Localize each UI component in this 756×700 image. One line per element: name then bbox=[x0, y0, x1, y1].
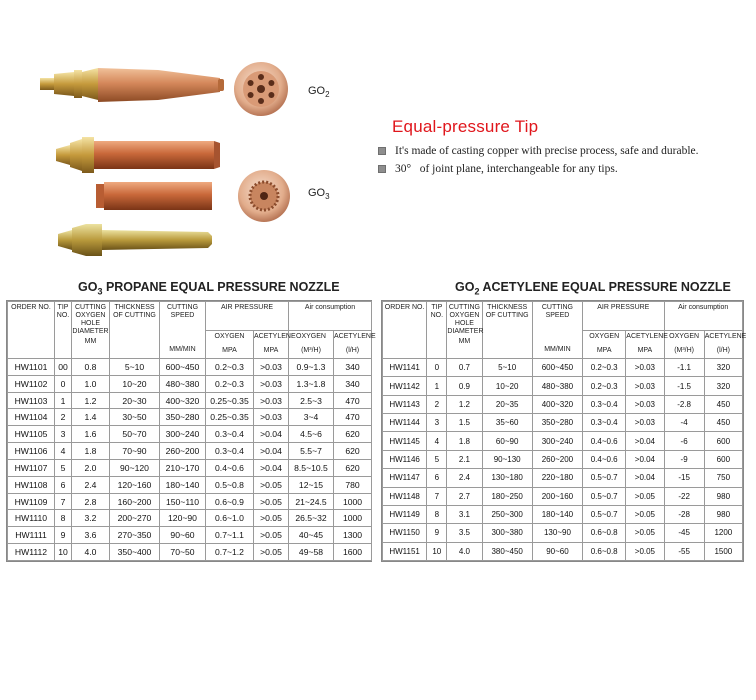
acetylene-consumption-cell: 320 bbox=[704, 359, 742, 377]
acetylene-consumption-cell: 340 bbox=[334, 359, 372, 376]
thickness-cell: 90~120 bbox=[110, 459, 160, 476]
order-no-cell: HW1149 bbox=[383, 505, 427, 523]
col-order-no: ORDER NO. bbox=[383, 302, 427, 359]
oxygen-pressure-cell: 0.5~0.7 bbox=[583, 505, 626, 523]
oxygen-pressure-cell: 0.3~0.4 bbox=[206, 443, 254, 460]
thickness-cell: 50~70 bbox=[110, 426, 160, 443]
oxygen-pressure-cell: 0.5~0.8 bbox=[206, 476, 254, 493]
hole-diameter-cell: 0.7 bbox=[447, 359, 482, 377]
speed-cell: 180~140 bbox=[160, 476, 206, 493]
acetylene-consumption-cell: 620 bbox=[334, 426, 372, 443]
acetylene-consumption-cell: 320 bbox=[704, 377, 742, 395]
table-row bbox=[8, 476, 372, 493]
tip-no-cell: 1 bbox=[427, 377, 447, 395]
table-row bbox=[8, 409, 372, 426]
order-no-cell: HW1105 bbox=[8, 426, 55, 443]
order-no-cell: HW1103 bbox=[8, 392, 55, 409]
hole-diameter-cell: 3.5 bbox=[447, 524, 482, 542]
oxygen-consumption-cell: -1.1 bbox=[664, 359, 704, 377]
hole-diameter-cell: 2.4 bbox=[447, 469, 482, 487]
col-thickness: THICKNESS OF CUTTING bbox=[482, 302, 532, 359]
speed-cell: 600~450 bbox=[532, 359, 582, 377]
acetylene-consumption-cell: 600 bbox=[704, 432, 742, 450]
acetylene-pressure-cell: >0.04 bbox=[626, 450, 664, 468]
hole-diameter-cell: 1.4 bbox=[72, 409, 110, 426]
oxygen-pressure-cell: 0.25~0.35 bbox=[206, 409, 254, 426]
oxygen-consumption-cell: 8.5~10.5 bbox=[289, 459, 334, 476]
oxygen-pressure-cell: 0.2~0.3 bbox=[583, 377, 626, 395]
hole-diameter-cell: 0.8 bbox=[72, 359, 110, 376]
order-no-cell: HW1101 bbox=[8, 359, 55, 376]
thickness-cell: 120~160 bbox=[110, 476, 160, 493]
acetylene-consumption-cell: 600 bbox=[704, 450, 742, 468]
hole-diameter-cell: 2.8 bbox=[72, 493, 110, 510]
tip-no-cell: 2 bbox=[55, 409, 72, 426]
hole-diameter-cell: 2.1 bbox=[447, 450, 482, 468]
thickness-cell: 5~10 bbox=[482, 359, 532, 377]
acetylene-pressure-cell: >0.05 bbox=[254, 493, 289, 510]
order-no-cell: HW1102 bbox=[8, 375, 55, 392]
speed-cell: 130~90 bbox=[532, 524, 582, 542]
order-no-cell: HW1145 bbox=[383, 432, 427, 450]
hole-diameter-cell: 1.0 bbox=[72, 375, 110, 392]
acetylene-pressure-cell: >0.03 bbox=[626, 414, 664, 432]
table-row bbox=[383, 359, 743, 377]
tip-no-cell: 8 bbox=[427, 505, 447, 523]
acetylene-consumption-cell: 470 bbox=[334, 392, 372, 409]
acetylene-consumption-cell: 1600 bbox=[334, 544, 372, 561]
hole-diameter-cell: 2.7 bbox=[447, 487, 482, 505]
oxygen-consumption-cell: 2.5~3 bbox=[289, 392, 334, 409]
table-row bbox=[383, 395, 743, 413]
feature-bullet: 30° of joint plane, interchangeable for any tips. bbox=[378, 160, 748, 178]
oxygen-pressure-cell: 0.2~0.3 bbox=[583, 359, 626, 377]
thickness-cell: 300~380 bbox=[482, 524, 532, 542]
speed-cell: 120~90 bbox=[160, 510, 206, 527]
oxygen-pressure-cell: 0.2~0.3 bbox=[206, 359, 254, 376]
table-row bbox=[8, 527, 372, 544]
acetylene-consumption-cell: 1500 bbox=[704, 542, 742, 560]
feature-title: Equal-pressure Tip bbox=[392, 117, 539, 136]
thickness-cell: 5~10 bbox=[110, 359, 160, 376]
acetylene-pressure-cell: >0.03 bbox=[626, 395, 664, 413]
acetylene-pressure-cell: >0.04 bbox=[626, 469, 664, 487]
oxygen-consumption-cell: -1.5 bbox=[664, 377, 704, 395]
hole-diameter-cell: 1.8 bbox=[72, 443, 110, 460]
table-row bbox=[383, 524, 743, 542]
order-no-cell: HW1109 bbox=[8, 493, 55, 510]
nozzle-go3-photo-a bbox=[52, 133, 222, 177]
acetylene-pressure-cell: >0.04 bbox=[254, 426, 289, 443]
acetylene-pressure-cell: >0.05 bbox=[254, 476, 289, 493]
acetylene-consumption-cell: 780 bbox=[334, 476, 372, 493]
tip-no-cell: 4 bbox=[427, 432, 447, 450]
hole-diameter-cell: 1.2 bbox=[72, 392, 110, 409]
col-oxygen-pressure: OXYGEN MPA bbox=[583, 331, 626, 359]
order-no-cell: HW1142 bbox=[383, 377, 427, 395]
oxygen-consumption-cell: 3~4 bbox=[289, 409, 334, 426]
acetylene-table-box bbox=[381, 300, 747, 562]
oxygen-pressure-cell: 0.6~0.9 bbox=[206, 493, 254, 510]
speed-cell: 260~200 bbox=[160, 443, 206, 460]
col-air-consumption: Air consumption bbox=[289, 302, 372, 331]
tip-no-cell: 3 bbox=[55, 426, 72, 443]
acetylene-pressure-cell: >0.05 bbox=[254, 527, 289, 544]
tip-no-cell: 1 bbox=[55, 392, 72, 409]
nozzle-go2-face-photo bbox=[232, 60, 290, 118]
table-row bbox=[383, 450, 743, 468]
propane-table-title: $GO_3$ PROPANE EQUAL PRESSURE NOZZLE bbox=[78, 280, 340, 297]
oxygen-consumption-cell: -2.8 bbox=[664, 395, 704, 413]
acetylene-consumption-cell: 1000 bbox=[334, 510, 372, 527]
speed-cell: 350~280 bbox=[532, 414, 582, 432]
oxygen-pressure-cell: 0.25~0.35 bbox=[206, 392, 254, 409]
feature-list bbox=[378, 142, 748, 178]
thickness-cell: 200~270 bbox=[110, 510, 160, 527]
acetylene-consumption-cell: 1000 bbox=[334, 493, 372, 510]
col-acetylene-pressure: ACETYLENE MPA bbox=[626, 331, 664, 359]
order-no-cell: HW1144 bbox=[383, 414, 427, 432]
table-row bbox=[383, 432, 743, 450]
acetylene-pressure-cell: >0.03 bbox=[254, 409, 289, 426]
thickness-cell: 250~300 bbox=[482, 505, 532, 523]
oxygen-pressure-cell: 0.7~1.1 bbox=[206, 527, 254, 544]
hole-diameter-cell: 4.0 bbox=[72, 544, 110, 561]
oxygen-consumption-cell: 12~15 bbox=[289, 476, 334, 493]
speed-cell: 480~380 bbox=[160, 375, 206, 392]
hole-diameter-cell: 3.2 bbox=[72, 510, 110, 527]
col-acetylene-consumption: ACETYLENE (l/H) bbox=[704, 331, 742, 359]
thickness-cell: 130~180 bbox=[482, 469, 532, 487]
bullet-square-icon bbox=[378, 147, 386, 155]
tip-no-cell: 6 bbox=[427, 469, 447, 487]
tip-no-cell: 5 bbox=[427, 450, 447, 468]
hole-diameter-cell: 1.8 bbox=[447, 432, 482, 450]
col-speed: CUTTING SPEED MM/MIN bbox=[160, 302, 206, 359]
speed-cell: 70~50 bbox=[160, 544, 206, 561]
thickness-cell: 90~130 bbox=[482, 450, 532, 468]
order-no-cell: HW1106 bbox=[8, 443, 55, 460]
tip-no-cell: 3 bbox=[427, 414, 447, 432]
acetylene-consumption-cell: 1200 bbox=[704, 524, 742, 542]
oxygen-consumption-cell: -15 bbox=[664, 469, 704, 487]
order-no-cell: HW1111 bbox=[8, 527, 55, 544]
oxygen-pressure-cell: 0.3~0.4 bbox=[206, 426, 254, 443]
col-oxygen-consumption: OXYGEN (M³/H) bbox=[664, 331, 704, 359]
speed-cell: 600~450 bbox=[160, 359, 206, 376]
col-tip-no: TIP NO. bbox=[55, 302, 72, 359]
speed-cell: 300~240 bbox=[160, 426, 206, 443]
acetylene-pressure-cell: >0.03 bbox=[254, 392, 289, 409]
thickness-cell: 35~60 bbox=[482, 414, 532, 432]
nozzle-go3-photo-c bbox=[56, 220, 216, 260]
oxygen-pressure-cell: 0.3~0.4 bbox=[583, 414, 626, 432]
propane-table-box bbox=[6, 300, 376, 562]
order-no-cell: HW1108 bbox=[8, 476, 55, 493]
hole-diameter-cell: 2.4 bbox=[72, 476, 110, 493]
hole-diameter-cell: 3.1 bbox=[447, 505, 482, 523]
speed-cell: 480~380 bbox=[532, 377, 582, 395]
table-row bbox=[383, 469, 743, 487]
acetylene-pressure-cell: >0.05 bbox=[626, 487, 664, 505]
acetylene-pressure-cell: >0.05 bbox=[626, 505, 664, 523]
table-row bbox=[8, 359, 372, 376]
thickness-cell: 350~400 bbox=[110, 544, 160, 561]
thickness-cell: 20~30 bbox=[110, 392, 160, 409]
oxygen-consumption-cell: 5.5~7 bbox=[289, 443, 334, 460]
hole-diameter-cell: 1.2 bbox=[447, 395, 482, 413]
tip-no-cell: 0 bbox=[427, 359, 447, 377]
tip-no-cell: 00 bbox=[55, 359, 72, 376]
col-order-no: ORDER NO. bbox=[8, 302, 55, 359]
oxygen-pressure-cell: 0.4~0.6 bbox=[583, 432, 626, 450]
acetylene-pressure-cell: >0.04 bbox=[254, 459, 289, 476]
hole-diameter-cell: 3.6 bbox=[72, 527, 110, 544]
acetylene-consumption-cell: 980 bbox=[704, 487, 742, 505]
col-oxygen-pressure: OXYGEN MPA bbox=[206, 331, 254, 359]
order-no-cell: HW1104 bbox=[8, 409, 55, 426]
table-row bbox=[8, 392, 372, 409]
acetylene-consumption-cell: 620 bbox=[334, 459, 372, 476]
hole-diameter-cell: 1.5 bbox=[447, 414, 482, 432]
acetylene-consumption-cell: 980 bbox=[704, 505, 742, 523]
acetylene-pressure-cell: >0.05 bbox=[254, 510, 289, 527]
table-row bbox=[383, 505, 743, 523]
table-row bbox=[8, 544, 372, 561]
nozzle-go2-photo bbox=[38, 64, 228, 110]
table-row bbox=[8, 510, 372, 527]
speed-cell: 300~240 bbox=[532, 432, 582, 450]
col-acetylene-pressure: ACETYLENE MPA bbox=[254, 331, 289, 359]
tip-no-cell: 9 bbox=[55, 527, 72, 544]
speed-cell: 400~320 bbox=[532, 395, 582, 413]
acetylene-pressure-cell: >0.03 bbox=[254, 375, 289, 392]
order-no-cell: HW1141 bbox=[383, 359, 427, 377]
thickness-cell: 380~450 bbox=[482, 542, 532, 560]
acetylene-table-title: $GO_2$ ACETYLENE EQUAL PRESSURE NOZZLE bbox=[455, 280, 731, 297]
order-no-cell: HW1150 bbox=[383, 524, 427, 542]
order-no-cell: HW1148 bbox=[383, 487, 427, 505]
speed-cell: 90~60 bbox=[160, 527, 206, 544]
order-no-cell: HW1151 bbox=[383, 542, 427, 560]
oxygen-consumption-cell: -6 bbox=[664, 432, 704, 450]
thickness-cell: 10~20 bbox=[482, 377, 532, 395]
oxygen-pressure-cell: 0.6~1.0 bbox=[206, 510, 254, 527]
col-speed: CUTTING SPEED MM/MIN bbox=[532, 302, 582, 359]
col-cutting-oxygen: CUTTING OXYGEN HOLE DIAMETER MM bbox=[447, 302, 482, 359]
oxygen-pressure-cell: 0.4~0.6 bbox=[583, 450, 626, 468]
thickness-cell: 270~350 bbox=[110, 527, 160, 544]
hole-diameter-cell: 0.9 bbox=[447, 377, 482, 395]
oxygen-consumption-cell: -45 bbox=[664, 524, 704, 542]
oxygen-pressure-cell: 0.5~0.7 bbox=[583, 469, 626, 487]
table-row bbox=[383, 542, 743, 560]
oxygen-pressure-cell: 0.6~0.8 bbox=[583, 542, 626, 560]
acetylene-pressure-cell: >0.05 bbox=[626, 542, 664, 560]
oxygen-consumption-cell: 40~45 bbox=[289, 527, 334, 544]
tip-no-cell: 4 bbox=[55, 443, 72, 460]
thickness-cell: 70~90 bbox=[110, 443, 160, 460]
acetylene-pressure-cell: >0.04 bbox=[254, 443, 289, 460]
acetylene-consumption-cell: 450 bbox=[704, 395, 742, 413]
tip-no-cell: 8 bbox=[55, 510, 72, 527]
acetylene-nozzle-table bbox=[382, 301, 747, 561]
table-row bbox=[8, 426, 372, 443]
table-row bbox=[8, 375, 372, 392]
col-air-pressure: AIR PRESSURE bbox=[206, 302, 289, 331]
oxygen-consumption-cell: 26.5~32 bbox=[289, 510, 334, 527]
acetylene-consumption-cell: 750 bbox=[704, 469, 742, 487]
hole-diameter-cell: 1.6 bbox=[72, 426, 110, 443]
order-no-cell: HW1110 bbox=[8, 510, 55, 527]
hole-diameter-cell: 2.0 bbox=[72, 459, 110, 476]
col-thickness: THICKNESS OF CUTTING bbox=[110, 302, 160, 359]
nozzle-go3-face-photo bbox=[236, 168, 292, 224]
tip-no-cell: 10 bbox=[427, 542, 447, 560]
speed-cell: 210~170 bbox=[160, 459, 206, 476]
speed-cell: 150~110 bbox=[160, 493, 206, 510]
acetylene-table-body bbox=[383, 359, 743, 561]
thickness-cell: 60~90 bbox=[482, 432, 532, 450]
order-no-cell: HW1143 bbox=[383, 395, 427, 413]
tip-no-cell: 2 bbox=[427, 395, 447, 413]
go2-label: $GO_2$ bbox=[308, 85, 330, 100]
col-air-consumption: Air consumption bbox=[664, 302, 743, 331]
table-row bbox=[383, 414, 743, 432]
speed-cell: 260~200 bbox=[532, 450, 582, 468]
speed-cell: 350~280 bbox=[160, 409, 206, 426]
oxygen-pressure-cell: 0.5~0.7 bbox=[583, 487, 626, 505]
thickness-cell: 160~200 bbox=[110, 493, 160, 510]
order-no-cell: HW1107 bbox=[8, 459, 55, 476]
oxygen-consumption-cell: 1.3~1.8 bbox=[289, 375, 334, 392]
tip-no-cell: 9 bbox=[427, 524, 447, 542]
table-row bbox=[383, 377, 743, 395]
acetylene-consumption-cell: 470 bbox=[334, 409, 372, 426]
acetylene-pressure-cell: >0.05 bbox=[626, 524, 664, 542]
acetylene-pressure-cell: >0.04 bbox=[626, 432, 664, 450]
go3-label: $GO_3$ bbox=[308, 187, 330, 202]
oxygen-pressure-cell: 0.4~0.6 bbox=[206, 459, 254, 476]
tip-no-cell: 6 bbox=[55, 476, 72, 493]
thickness-cell: 10~20 bbox=[110, 375, 160, 392]
propane-table-body bbox=[8, 359, 372, 561]
speed-cell: 200~160 bbox=[532, 487, 582, 505]
acetylene-consumption-cell: 620 bbox=[334, 443, 372, 460]
feature-bullet: It's made of casting copper with precise process, safe and durable. bbox=[378, 142, 748, 160]
table-row bbox=[383, 487, 743, 505]
speed-cell: 220~180 bbox=[532, 469, 582, 487]
col-acetylene-consumption: ACETYLENE (l/H) bbox=[334, 331, 372, 359]
oxygen-consumption-cell: -28 bbox=[664, 505, 704, 523]
thickness-cell: 180~250 bbox=[482, 487, 532, 505]
oxygen-pressure-cell: 0.6~0.8 bbox=[583, 524, 626, 542]
oxygen-consumption-cell: -4 bbox=[664, 414, 704, 432]
col-tip-no: TIP NO. bbox=[427, 302, 447, 359]
tip-no-cell: 7 bbox=[55, 493, 72, 510]
order-no-cell: HW1147 bbox=[383, 469, 427, 487]
oxygen-pressure-cell: 0.3~0.4 bbox=[583, 395, 626, 413]
oxygen-consumption-cell: 0.9~1.3 bbox=[289, 359, 334, 376]
col-cutting-oxygen: CUTTING OXYGEN HOLE DIAMETER MM bbox=[72, 302, 110, 359]
order-no-cell: HW1112 bbox=[8, 544, 55, 561]
oxygen-consumption-cell: -22 bbox=[664, 487, 704, 505]
acetylene-pressure-cell: >0.05 bbox=[254, 544, 289, 561]
table-row bbox=[8, 459, 372, 476]
tip-no-cell: 10 bbox=[55, 544, 72, 561]
thickness-cell: 30~50 bbox=[110, 409, 160, 426]
acetylene-consumption-cell: 1300 bbox=[334, 527, 372, 544]
speed-cell: 90~60 bbox=[532, 542, 582, 560]
bullet-square-icon bbox=[378, 165, 386, 173]
oxygen-pressure-cell: 0.7~1.2 bbox=[206, 544, 254, 561]
oxygen-consumption-cell: 49~58 bbox=[289, 544, 334, 561]
tip-no-cell: 5 bbox=[55, 459, 72, 476]
tip-no-cell: 7 bbox=[427, 487, 447, 505]
oxygen-consumption-cell: -9 bbox=[664, 450, 704, 468]
thickness-cell: 20~35 bbox=[482, 395, 532, 413]
acetylene-consumption-cell: 340 bbox=[334, 375, 372, 392]
order-no-cell: HW1146 bbox=[383, 450, 427, 468]
hole-diameter-cell: 4.0 bbox=[447, 542, 482, 560]
speed-cell: 400~320 bbox=[160, 392, 206, 409]
speed-cell: 180~140 bbox=[532, 505, 582, 523]
oxygen-consumption-cell: 4.5~6 bbox=[289, 426, 334, 443]
table-row bbox=[8, 493, 372, 510]
tip-no-cell: 0 bbox=[55, 375, 72, 392]
table-row bbox=[8, 443, 372, 460]
acetylene-pressure-cell: >0.03 bbox=[626, 377, 664, 395]
acetylene-consumption-cell: 450 bbox=[704, 414, 742, 432]
col-air-pressure: AIR PRESSURE bbox=[583, 302, 664, 331]
acetylene-pressure-cell: >0.03 bbox=[626, 359, 664, 377]
nozzle-go3-photo-b bbox=[94, 180, 216, 212]
oxygen-consumption-cell: 21~24.5 bbox=[289, 493, 334, 510]
propane-nozzle-table bbox=[7, 301, 376, 561]
acetylene-pressure-cell: >0.03 bbox=[254, 359, 289, 376]
oxygen-consumption-cell: -55 bbox=[664, 542, 704, 560]
oxygen-pressure-cell: 0.2~0.3 bbox=[206, 375, 254, 392]
col-oxygen-consumption: OXYGEN (M³/H) bbox=[289, 331, 334, 359]
